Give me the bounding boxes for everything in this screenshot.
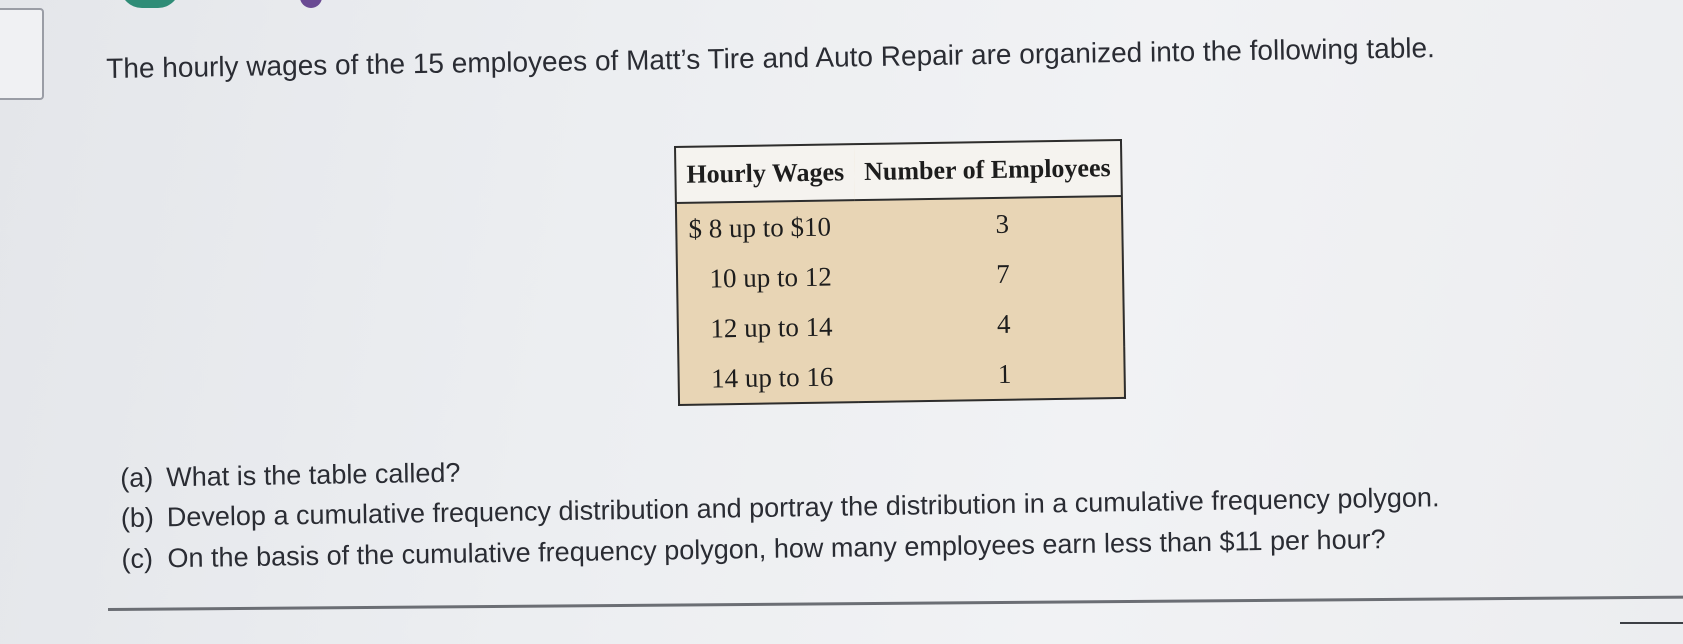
wage-class-cell: $ 8 up to $10: [688, 211, 832, 244]
employee-count-cell: 3: [995, 208, 1010, 239]
wage-frequency-table: [674, 139, 1126, 406]
employee-count-cell: 7: [996, 258, 1010, 289]
problem-intro: The hourly wages of the 15 employees of Matt’s Tire and Auto Repair are organized into the following table.: [106, 32, 1436, 84]
page-frame-box: [0, 8, 44, 100]
table-row: [678, 347, 1125, 405]
question-text: Develop a cumulative frequency distribution and portray the distribution in a cumulative frequency polygon.: [166, 482, 1440, 533]
top-accent-shape-purple: [300, 0, 322, 8]
wage-table-container: [674, 139, 1126, 406]
header-number-of-employees: Number of Employees: [854, 140, 1122, 200]
employee-count-cell: 4: [996, 308, 1011, 339]
question-text: What is the table called?: [166, 457, 461, 493]
question-letter: (c): [121, 543, 154, 574]
wage-class-cell: 14 up to 16: [710, 361, 834, 393]
question-letter: (b): [120, 502, 155, 534]
top-accent-shape: [120, 0, 180, 8]
wage-class-cell: 12 up to 14: [710, 311, 833, 343]
table-row: [676, 196, 1123, 254]
employee-count-cell: 1: [997, 358, 1012, 389]
bottom-divider: [108, 596, 1683, 611]
table-row: [677, 247, 1124, 304]
question-text: On the basis of the cumulative frequency polygon, how many employees earn less than $11 per hour?: [167, 523, 1386, 574]
bottom-right-mark: [1620, 622, 1683, 624]
table-header-row: [675, 140, 1122, 203]
question-list: [120, 441, 1440, 583]
wage-class-cell: 10 up to 12: [709, 261, 833, 293]
table-row: [677, 297, 1124, 354]
header-hourly-wages: Hourly Wages: [675, 144, 855, 203]
question-letter: (a): [120, 462, 154, 493]
